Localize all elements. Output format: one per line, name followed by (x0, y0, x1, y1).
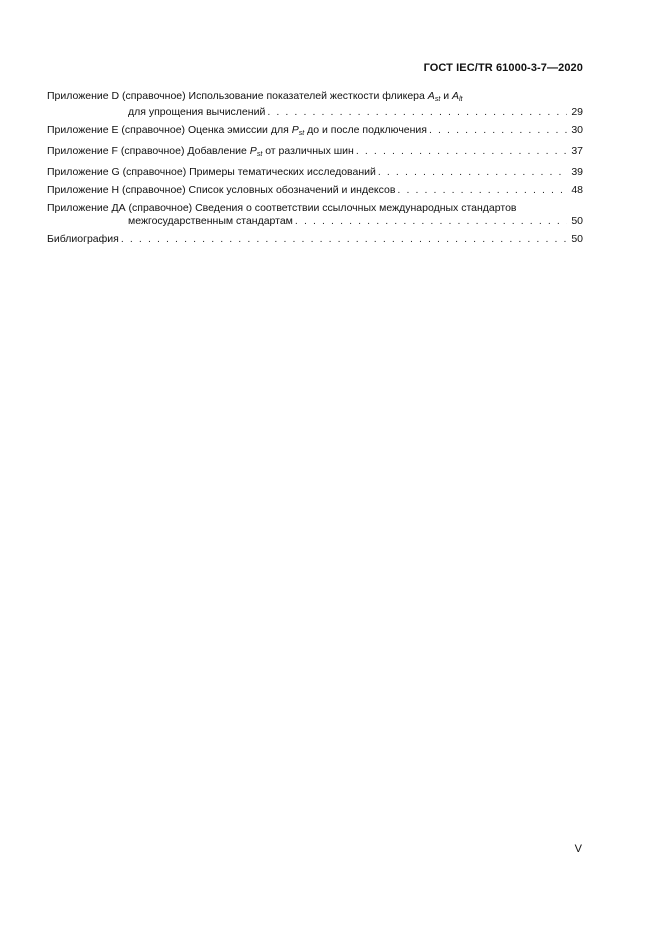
dot-leader (267, 106, 567, 119)
toc-entry-text: Библиография (47, 233, 119, 245)
dot-leader (295, 215, 567, 228)
dot-leader (121, 233, 567, 246)
toc-page-number: 30 (571, 124, 583, 136)
dot-leader (397, 184, 567, 197)
toc-entry-appendix-h[interactable] (47, 184, 583, 197)
toc-entry-line (47, 202, 583, 215)
table-of-contents (47, 90, 583, 251)
toc-entry-text: до и после подключения (307, 124, 427, 136)
toc-entry-appendix-e[interactable] (47, 124, 583, 140)
toc-entry-text: Приложение G (справочное) Примеры тематических исследований (47, 166, 376, 178)
toc-entry-text: для упрощения вычислений (128, 106, 266, 118)
toc-page-number: 48 (571, 184, 583, 196)
toc-entry-text: Приложение ДА (справочное) Сведения о соответствии ссылочных международных стандартов (47, 202, 517, 214)
toc-entry-line (47, 184, 583, 197)
dot-leader (356, 145, 567, 158)
page-number-footer: V (574, 843, 582, 855)
toc-entry-appendix-f[interactable] (47, 145, 583, 161)
toc-entry-appendix-da[interactable] (47, 202, 583, 228)
toc-page-number: 37 (571, 145, 583, 157)
toc-page-number: 29 (571, 106, 583, 118)
symbol-a-st: $A_{st}$ (427, 90, 441, 103)
toc-entry-title (47, 145, 354, 161)
toc-entry-text: межгосударственным стандартам (128, 215, 293, 227)
toc-entry-line (47, 145, 583, 161)
toc-page-number: 39 (571, 166, 583, 178)
toc-page-number: 50 (571, 233, 583, 245)
symbol-p-st: $P_{st}$ (291, 124, 305, 137)
toc-entry-title (47, 124, 427, 140)
toc-entry-line (47, 233, 583, 246)
toc-entry-text: Приложение H (справочное) Список условных обозначений и индексов (47, 184, 396, 196)
toc-entry-title (47, 90, 463, 106)
toc-entry-appendix-d[interactable] (47, 90, 583, 119)
toc-entry-appendix-g[interactable] (47, 166, 583, 179)
toc-entry-text: Приложение E (справочное) Оценка эмиссии для (47, 124, 289, 136)
toc-entry-bibliography[interactable] (47, 233, 583, 246)
symbol-p-st: $P_{st}$ (249, 145, 263, 158)
symbol-a-lt: $A_{lt}$ (451, 90, 463, 103)
toc-entry-line (47, 90, 583, 106)
toc-entry-line (47, 124, 583, 140)
toc-entry-text: Приложение D (справочное) Использование показателей жесткости фликера (47, 90, 425, 102)
toc-entry-line (47, 166, 583, 179)
toc-entry-line-continued (47, 106, 583, 119)
toc-entry-conjunction: и (443, 90, 450, 102)
toc-entry-line-continued (47, 215, 583, 228)
dot-leader (378, 166, 567, 179)
toc-entry-text: Приложение F (справочное) Добавление (47, 145, 247, 157)
toc-page-number: 50 (571, 215, 583, 227)
document-code-header: ГОСТ IEC/TR 61000-3-7—2020 (423, 62, 583, 74)
dot-leader (429, 124, 567, 137)
toc-entry-text: от различных шин (265, 145, 354, 157)
